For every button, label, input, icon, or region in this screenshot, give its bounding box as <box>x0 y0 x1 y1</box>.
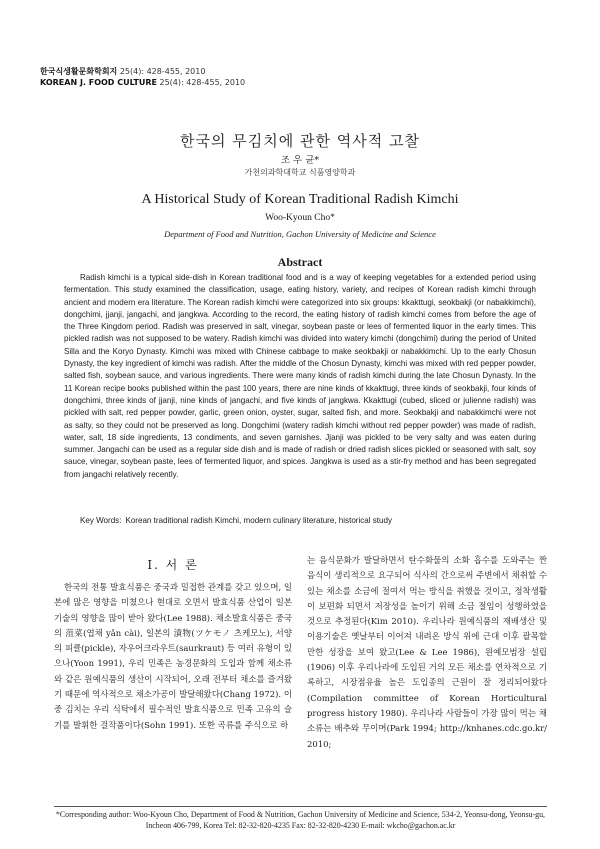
journal-name-ko: 한국식생활문화학회지 <box>40 67 118 76</box>
title-english: A Historical Study of Korean Traditional Radish Kimchi <box>141 192 459 207</box>
journal-name-en: KOREAN J. FOOD CULTURE <box>40 78 157 87</box>
title-korean: 한국의 무김치에 관한 역사적 고찰 <box>180 132 420 150</box>
footnote-line-2: Incheon 406-799, Korea Tel: 82-32-820-4235 Fax: 82-32-820-4230 E-mail: wkcho@gachon.ac.kr <box>145 821 456 830</box>
section-heading-introduction: I. 서 론 <box>147 558 199 572</box>
footnote-line-1: *Corresponding author: Woo-Kyoun Cho, Department of Food & Nutrition, Gachon University of Medicine and Science, 534-2, Yeonsu-dong, Yeonsu-gu, <box>55 810 546 819</box>
abstract-body <box>64 272 536 481</box>
body-paragraph-left: 한국의 전통 발효식품은 중국과 밀접한 관계를 갖고 있으며, 일본에 많은 영향을 미쳤으나 현대로 오면서 발효식품 산업이 일본기술의 영향을 많이 받아 왔다(Lee 1988). 채소발효식품은 중국의 菹菜(엽채 yǎn cài), 일본의 漬物(ツケモノ 츠케모노), 서양의 피클(pickle), 자우어크라우트(saurkraut) 등 여러 유형이 있으나(Yoon 1991), 우리 민족은 농경문화의 도입과 함께 채소류와 같은 원예식품의 생산이 시작되어, 오래 전부터 채소를 즐겨왔기 때문에 역사적으로 채소가공이 발달해왔다(Chang 1972). 이 중 김치는 우리 식탁에서 필수적인 발효식품으로 민족 고유의 슬기를 발휘한 걸작품이다(Sohn 1991). 또한 곡류를 주식으로 하 <box>54 582 292 730</box>
footnote-divider <box>54 806 547 807</box>
keywords-text: Korean traditional radish Kimchi, modern culinary literature, historical study <box>125 516 393 525</box>
keywords-label: Key Words: <box>80 516 122 525</box>
abstract-heading: Abstract <box>277 255 323 269</box>
keywords <box>80 516 392 525</box>
abstract-paragraph: Radish kimchi is a typical side-dish in Korean traditional food and is a way of keeping vegetables for a extended period using fermentation. This study examined the classification, usage, eating history, variety, and recipes of Korean radish kimchi through ancient and modern era literature. The Korean radish kimchi were categorized into six groups: kkakttugi, seokbakji (or nabakkimchi), dongchimi, jjanji, jangachi, and jangkwa. According to the record, the eating history of radish kimchi comes from before the age of the Three Kingdom period. Radish was preserved in salt, vinegar, soybean paste or lees of fermented liquor in the early times. This pickled radish was not supposed to be watery. Radish kimchi was divided into watery kimchi (dongchimi) during the period of United Silla and the Koryo Dynasty. Kimchi was mixed with Chinese cabbage to make seokbakji or nabakkimchi. Up to the early Chosun Dynasty, the key ingredient of kimchi was radish. After the middle of the Chosun Dynasty, kimchi was mixed with red pepper powder, salted fish, soybean sauce, and various ingredients. There were many kinds of radish kimchi during the late Chosun Dynasty. In the 11 Korean recipe books published within the past 100 years, there are nine kinds of kkakttugi, three kinds of seokbakji, four kinds of dongchimi, three kinds of jjanji, nine kinds of jangachi, and five kinds of jangkwa. Kkakttugi (cubed, sliced or julienne radish) was pickled with salt, red pepper powder, garlic, green onion, oyster, sugar, salted fish, and more. Seokbakji and nabakkimchi were not as salty, so they could not be preserved as long. Dongchimi (watery radish kimchi without red pepper powder) was made of radish, water, salt, 18 side ingredients, 13 condiments, and seven garnishes. Jjanji was pickled to be very salty and was eaten during summer. Jangachi can be used as a regular side dish and is made of radish or dried radish slices pickled or seasoned with salt, soy sauce, vinegar, soybean paste, lees of fermented liquor, and spices. Jangkwa is used as a stir-fry method and has been segregated from jangachi relatively recently. <box>64 273 536 479</box>
footnote <box>54 809 547 831</box>
author-korean: 조 우 균* <box>280 155 320 166</box>
journal-info-en: 25(4): 428-455, 2010 <box>159 78 246 87</box>
body-column-right <box>307 553 547 752</box>
body-column-left <box>54 580 292 733</box>
affiliation-english: Department of Food and Nutrition, Gachon University of Medicine and Science <box>164 229 436 239</box>
journal-info-ko: 25(4): 428-455, 2010 <box>119 67 206 76</box>
journal-header <box>40 66 245 88</box>
author-english: Woo-Kyoun Cho* <box>265 213 335 223</box>
affiliation-korean: 가천의과학대학교 식품영양학과 <box>244 168 356 177</box>
body-paragraph-right: 는 음식문화가 발달하면서 탄수화물의 소화 흡수를 도와주는 짠 음식이 생리적으로 요구되어 식사의 간으로써 주변에서 채취할 수 있는 채소를 소금에 절여서 먹는 방식을 취했을 것이고, 정착생활이 보편화 되면서 저장성을 높이기 위해 소금 절임이 성행하였을 것으로 추정된다(Kim 2010). 우리나라 원예식품의 재배생산 및 이용기술은 옛날부터 이어져 내려온 방식 위에 근대 이후 괄목할 만한 성장을 보여 왔고(Lee & Lee 1986), 원예모범장 설립(1906) 이후 우리나라에 도입된 거의 모든 채소를 연차적으로 기록하고, 시장점유율 높은 도입종의 근원이 잘 정리되어왔다(Compilation committee of Korean Horticultural progress history 1980). 우리나라 사람들이 가장 많이 먹는 채소류는 배추와 무이며(Park 1994; http://knhanes.cdc.go.kr/ 2010; <box>307 555 547 749</box>
